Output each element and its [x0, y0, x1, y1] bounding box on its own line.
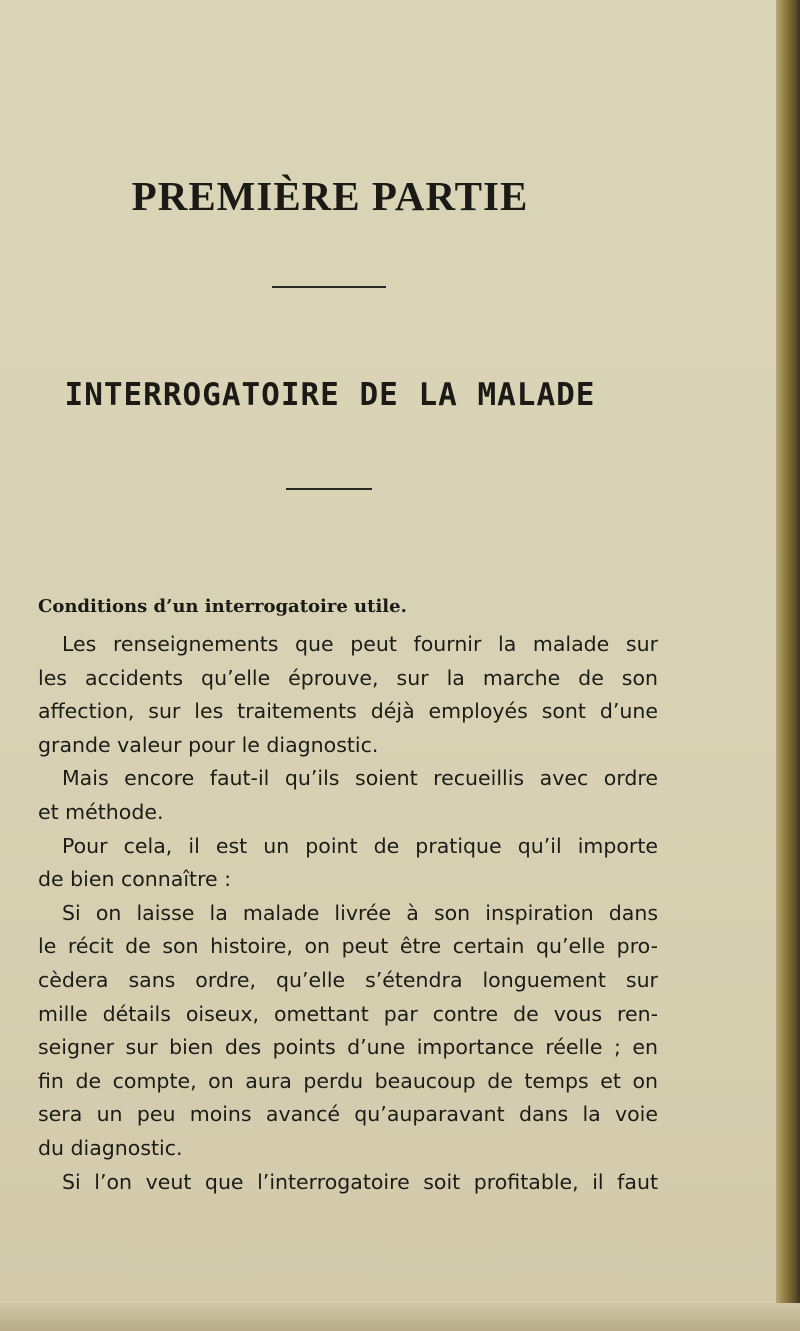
part-title: PREMIÈRE PARTIE: [131, 173, 529, 219]
body-line: du diagnostic.: [38, 1135, 183, 1160]
body-line: fin de compte, on aura perdu beaucoup de temps et on: [38, 1068, 658, 1093]
body-line: seigner sur bien des points d’une importance réelle ; en: [38, 1035, 658, 1060]
body-line: et méthode.: [38, 799, 164, 824]
body-line: de bien connaître :: [38, 867, 232, 892]
page-bottom-shadow: [0, 1303, 800, 1331]
title-divider: [272, 286, 386, 288]
chapter-divider: [286, 488, 372, 490]
body-line: Si l’on veut que l’interrogatoire soit profitable, il faut: [62, 1169, 658, 1194]
body-line: Mais encore faut-il qu’ils soient recueillis avec ordre: [62, 766, 658, 791]
section-heading: Conditions d’un interrogatoire utile.: [38, 596, 407, 617]
body-line: grande valeur pour le diagnostic.: [38, 732, 379, 757]
body-line: le récit de son histoire, on peut être certain qu’elle pro-: [38, 934, 658, 959]
body-line: les accidents qu’elle éprouve, sur la marche de son: [38, 665, 658, 690]
body-line: Si on laisse la malade livrée à son inspiration dans: [62, 900, 658, 925]
body-line: sera un peu moins avancé qu’auparavant dans la voie: [38, 1102, 658, 1127]
body-text: [38, 628, 658, 1199]
body-line: Les renseignements que peut fournir la malade sur: [62, 632, 658, 656]
book-edge: [776, 0, 800, 1331]
body-line: affection, sur les traitements déjà employés sont d’une: [38, 699, 658, 724]
chapter-title: INTERROGATOIRE DE LA MALADE: [64, 377, 596, 413]
body-line: Pour cela, il est un point de pratique qu’il importe: [62, 833, 658, 858]
body-line: cèdera sans ordre, qu’elle s’étendra longuement sur: [38, 967, 658, 992]
body-line: mille détails oiseux, omettant par contre de vous ren-: [38, 1001, 658, 1026]
